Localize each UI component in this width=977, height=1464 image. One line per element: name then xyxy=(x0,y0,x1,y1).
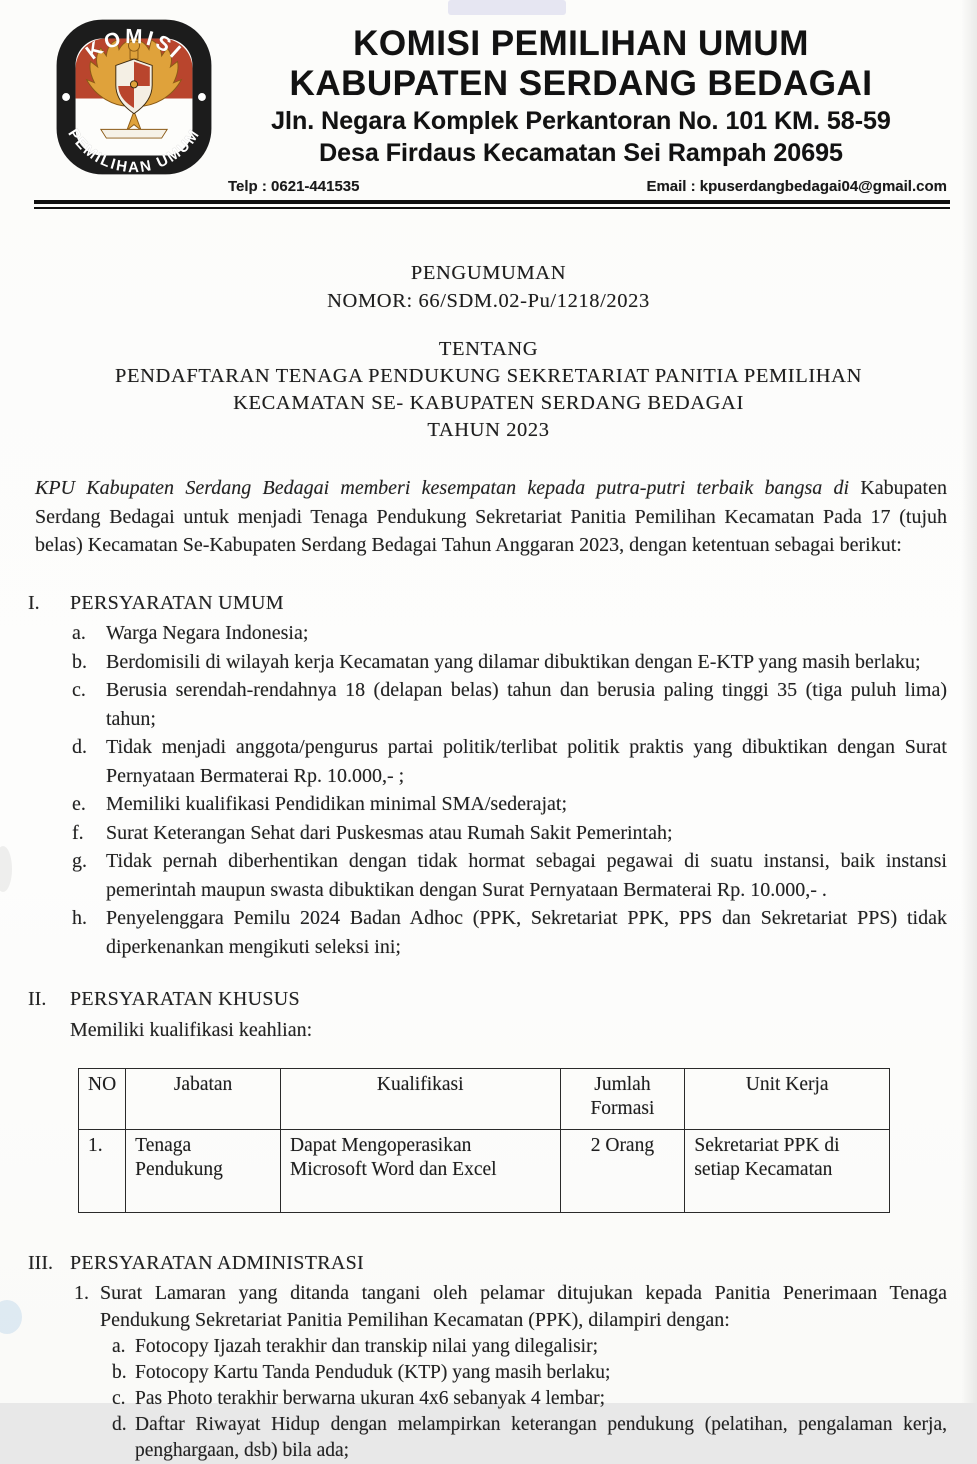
list-item-text: Tidak pernah diberhentikan dengan tidak hormat sebagai pegawai di suatu instansi, baik instansi pemerintah maupun swasta dibuktikan dengan Surat Pernyataan Bermaterai Rp. 10.000,- . xyxy=(106,850,947,901)
cell-unit-kerja: Sekretariat PPK di setiap Kecamatan xyxy=(685,1129,890,1212)
list-item-text: Fotocopy Ijazah terakhir dan transkip nilai yang dilegalisir; xyxy=(135,1336,598,1357)
numbered-item-text: Surat Lamaran yang ditanda tangani oleh pelamar ditujukan kepada Panitia Penerimaan Tenaga Pendukung Sekretariat Panitia Pemilihan Kecamatan (PPK), dilampiri dengan: xyxy=(100,1282,947,1331)
list-item-text: Berusia serendah-rendahnya 18 (delapan belas) tahun dan berusia paling tinggi 35 (tiga puluh lima) tahun; xyxy=(106,679,947,730)
list-item xyxy=(72,733,947,790)
list-item-label: e. xyxy=(72,793,86,815)
list-item-label: h. xyxy=(72,907,87,929)
list-item xyxy=(72,847,947,904)
table-row xyxy=(79,1129,890,1212)
list-item xyxy=(112,1412,947,1464)
list-item xyxy=(72,676,947,733)
cell-jumlah-formasi: 2 Orang xyxy=(560,1129,685,1212)
formasi-table xyxy=(78,1068,890,1213)
list-item-label: b. xyxy=(112,1362,127,1383)
list-item-text: Berdomisili di wilayah kerja Kecamatan yang dilamar dibuktikan dengan E-KTP yang masih berlaku; xyxy=(106,650,921,673)
logo-bottom-text: PEMILIHAN UMUM xyxy=(64,125,204,176)
list-item xyxy=(72,904,947,961)
section-persyaratan-administrasi xyxy=(28,1249,947,1278)
document-title: PENGUMUMAN xyxy=(410,262,567,284)
scan-artifact xyxy=(0,846,12,892)
letterhead xyxy=(0,0,977,209)
list-item-label: a. xyxy=(112,1336,126,1357)
cell-kualifikasi: Dapat Mengoperasikan Microsoft Word dan Excel xyxy=(280,1129,560,1212)
numbered-item xyxy=(74,1280,947,1333)
list-item-label: g. xyxy=(72,850,87,872)
khusus-subtitle: Memiliki kualifikasi keahlian: xyxy=(70,1018,313,1041)
list-item-text: Pas Photo terakhir berwarna ukuran 4x6 sebanyak 4 lembar; xyxy=(135,1388,606,1409)
intro-italic-text: KPU Kabupaten Serdang Bedagai memberi kesempatan kepada putra-putri terbaik bangsa di xyxy=(35,477,850,499)
section-title: PERSYARATAN ADMINISTRASI xyxy=(70,1251,364,1274)
subject-line3: TAHUN 2023 xyxy=(427,419,550,441)
list-item-label: c. xyxy=(112,1388,126,1409)
section-numeral: III. xyxy=(28,1251,53,1274)
list-item-text: Fotocopy Kartu Tanda Penduduk (KTP) yang masih berlaku; xyxy=(135,1362,611,1383)
col-header-unit-kerja: Unit Kerja xyxy=(685,1068,890,1129)
list-item-text: Memiliki kualifikasi Pendidikan minimal SMA/sederajat; xyxy=(106,793,568,815)
section-numeral: II. xyxy=(28,988,47,1010)
org-name-line2: KABUPATEN SERDANG BEDAGAI xyxy=(289,64,873,103)
list-item-label: c. xyxy=(72,679,86,701)
email-address: Email : kpuserdangbedagai04@gmail.com xyxy=(646,178,947,195)
subject-line2: KECAMATAN SE- KABUPATEN SERDANG BEDAGAI xyxy=(233,392,744,414)
intro-normal-text: Kabupaten Serdang Bedagai untuk menjadi Tenaga Pendukung Sekretariat Panitia Pemilihan Kecamatan Pada 17 (tujuh belas) Kecamatan Se-Kabupaten Serdang Bedagai Tahun Anggaran 2023, dengan ketentuan sebagai berikut: xyxy=(35,477,947,556)
list-item-text: Penyelenggara Pemilu 2024 Badan Adhoc (PPK, Sekretariat PPK, PPS dan Sekretariat PPS) tidak diperkenankan mengikuti seleksi ini; xyxy=(106,907,947,958)
title-block xyxy=(0,259,977,444)
administrasi-subitem-list xyxy=(112,1334,947,1464)
section-title: PERSYARATAN UMUM xyxy=(70,591,284,614)
table-header-row xyxy=(79,1068,890,1129)
cell-jabatan: Tenaga Pendukung xyxy=(126,1129,281,1212)
letterhead-text xyxy=(228,24,934,168)
subject-line1: PENDAFTARAN TENAGA PENDUKUNG SEKRETARIAT PANITIA PEMILIHAN xyxy=(115,365,862,387)
list-item xyxy=(112,1334,947,1360)
list-item-text: Surat Keterangan Sehat dari Puskesmas atau Rumah Sakit Pemerintah; xyxy=(106,821,673,844)
col-header-no: NO xyxy=(79,1068,126,1129)
list-item-text: Warga Negara Indonesia; xyxy=(106,622,309,644)
section-numeral: I. xyxy=(28,591,40,614)
org-name-line1: KOMISI PEMILIHAN UMUM xyxy=(353,24,809,63)
section-persyaratan-umum xyxy=(28,589,947,618)
numbered-item-label: 1. xyxy=(74,1282,89,1304)
list-item xyxy=(112,1360,947,1386)
scan-artifact xyxy=(0,1300,22,1334)
list-item xyxy=(72,819,947,848)
intro-paragraph xyxy=(35,474,947,560)
col-header-kualifikasi: Kualifikasi xyxy=(280,1068,560,1129)
list-item xyxy=(72,790,947,819)
contact-row xyxy=(228,178,947,195)
list-item-text: Daftar Riwayat Hidup dengan melampirkan keterangan pendukung (pelatihan, pengalaman kerja, penghargaan, dsb) bila ada; xyxy=(135,1414,947,1461)
about-label: TENTANG xyxy=(438,338,539,360)
kpu-logo-icon xyxy=(52,18,216,176)
list-item-text: Tidak menjadi anggota/pengurus partai politik/terlibat politik praktis yang dibuktikan dengan Surat Pernyataan Bermaterai Rp. 10.000,- ; xyxy=(106,736,947,787)
list-item-label: b. xyxy=(72,650,87,673)
col-header-jumlah-formasi: Jumlah Formasi xyxy=(560,1068,685,1129)
list-item xyxy=(72,619,947,648)
section-title: PERSYARATAN KHUSUS xyxy=(70,988,300,1010)
list-item-label: d. xyxy=(72,736,87,758)
logo-top-text: KOMISI xyxy=(81,25,188,65)
list-item xyxy=(72,648,947,677)
org-address-line1: Jln. Negara Komplek Perkantoran No. 101 KM. 58-59 xyxy=(271,107,891,135)
document-number: NOMOR: 66/SDM.02-Pu/1218/2023 xyxy=(327,290,650,312)
col-header-jabatan: Jabatan xyxy=(126,1068,281,1129)
umum-item-list xyxy=(72,619,947,961)
letterhead-divider xyxy=(34,200,950,209)
section-persyaratan-khusus xyxy=(28,985,947,1014)
list-item-label: f. xyxy=(72,821,84,844)
list-item-label: a. xyxy=(72,622,86,644)
scan-edge-shadow xyxy=(961,0,977,1403)
cell-no: 1. xyxy=(79,1129,126,1212)
phone-number: Telp : 0621-441535 xyxy=(228,178,360,195)
list-item xyxy=(112,1386,947,1412)
list-item-label: d. xyxy=(112,1414,127,1435)
org-address-line2: Desa Firdaus Kecamatan Sei Rampah 20695 xyxy=(319,139,843,167)
